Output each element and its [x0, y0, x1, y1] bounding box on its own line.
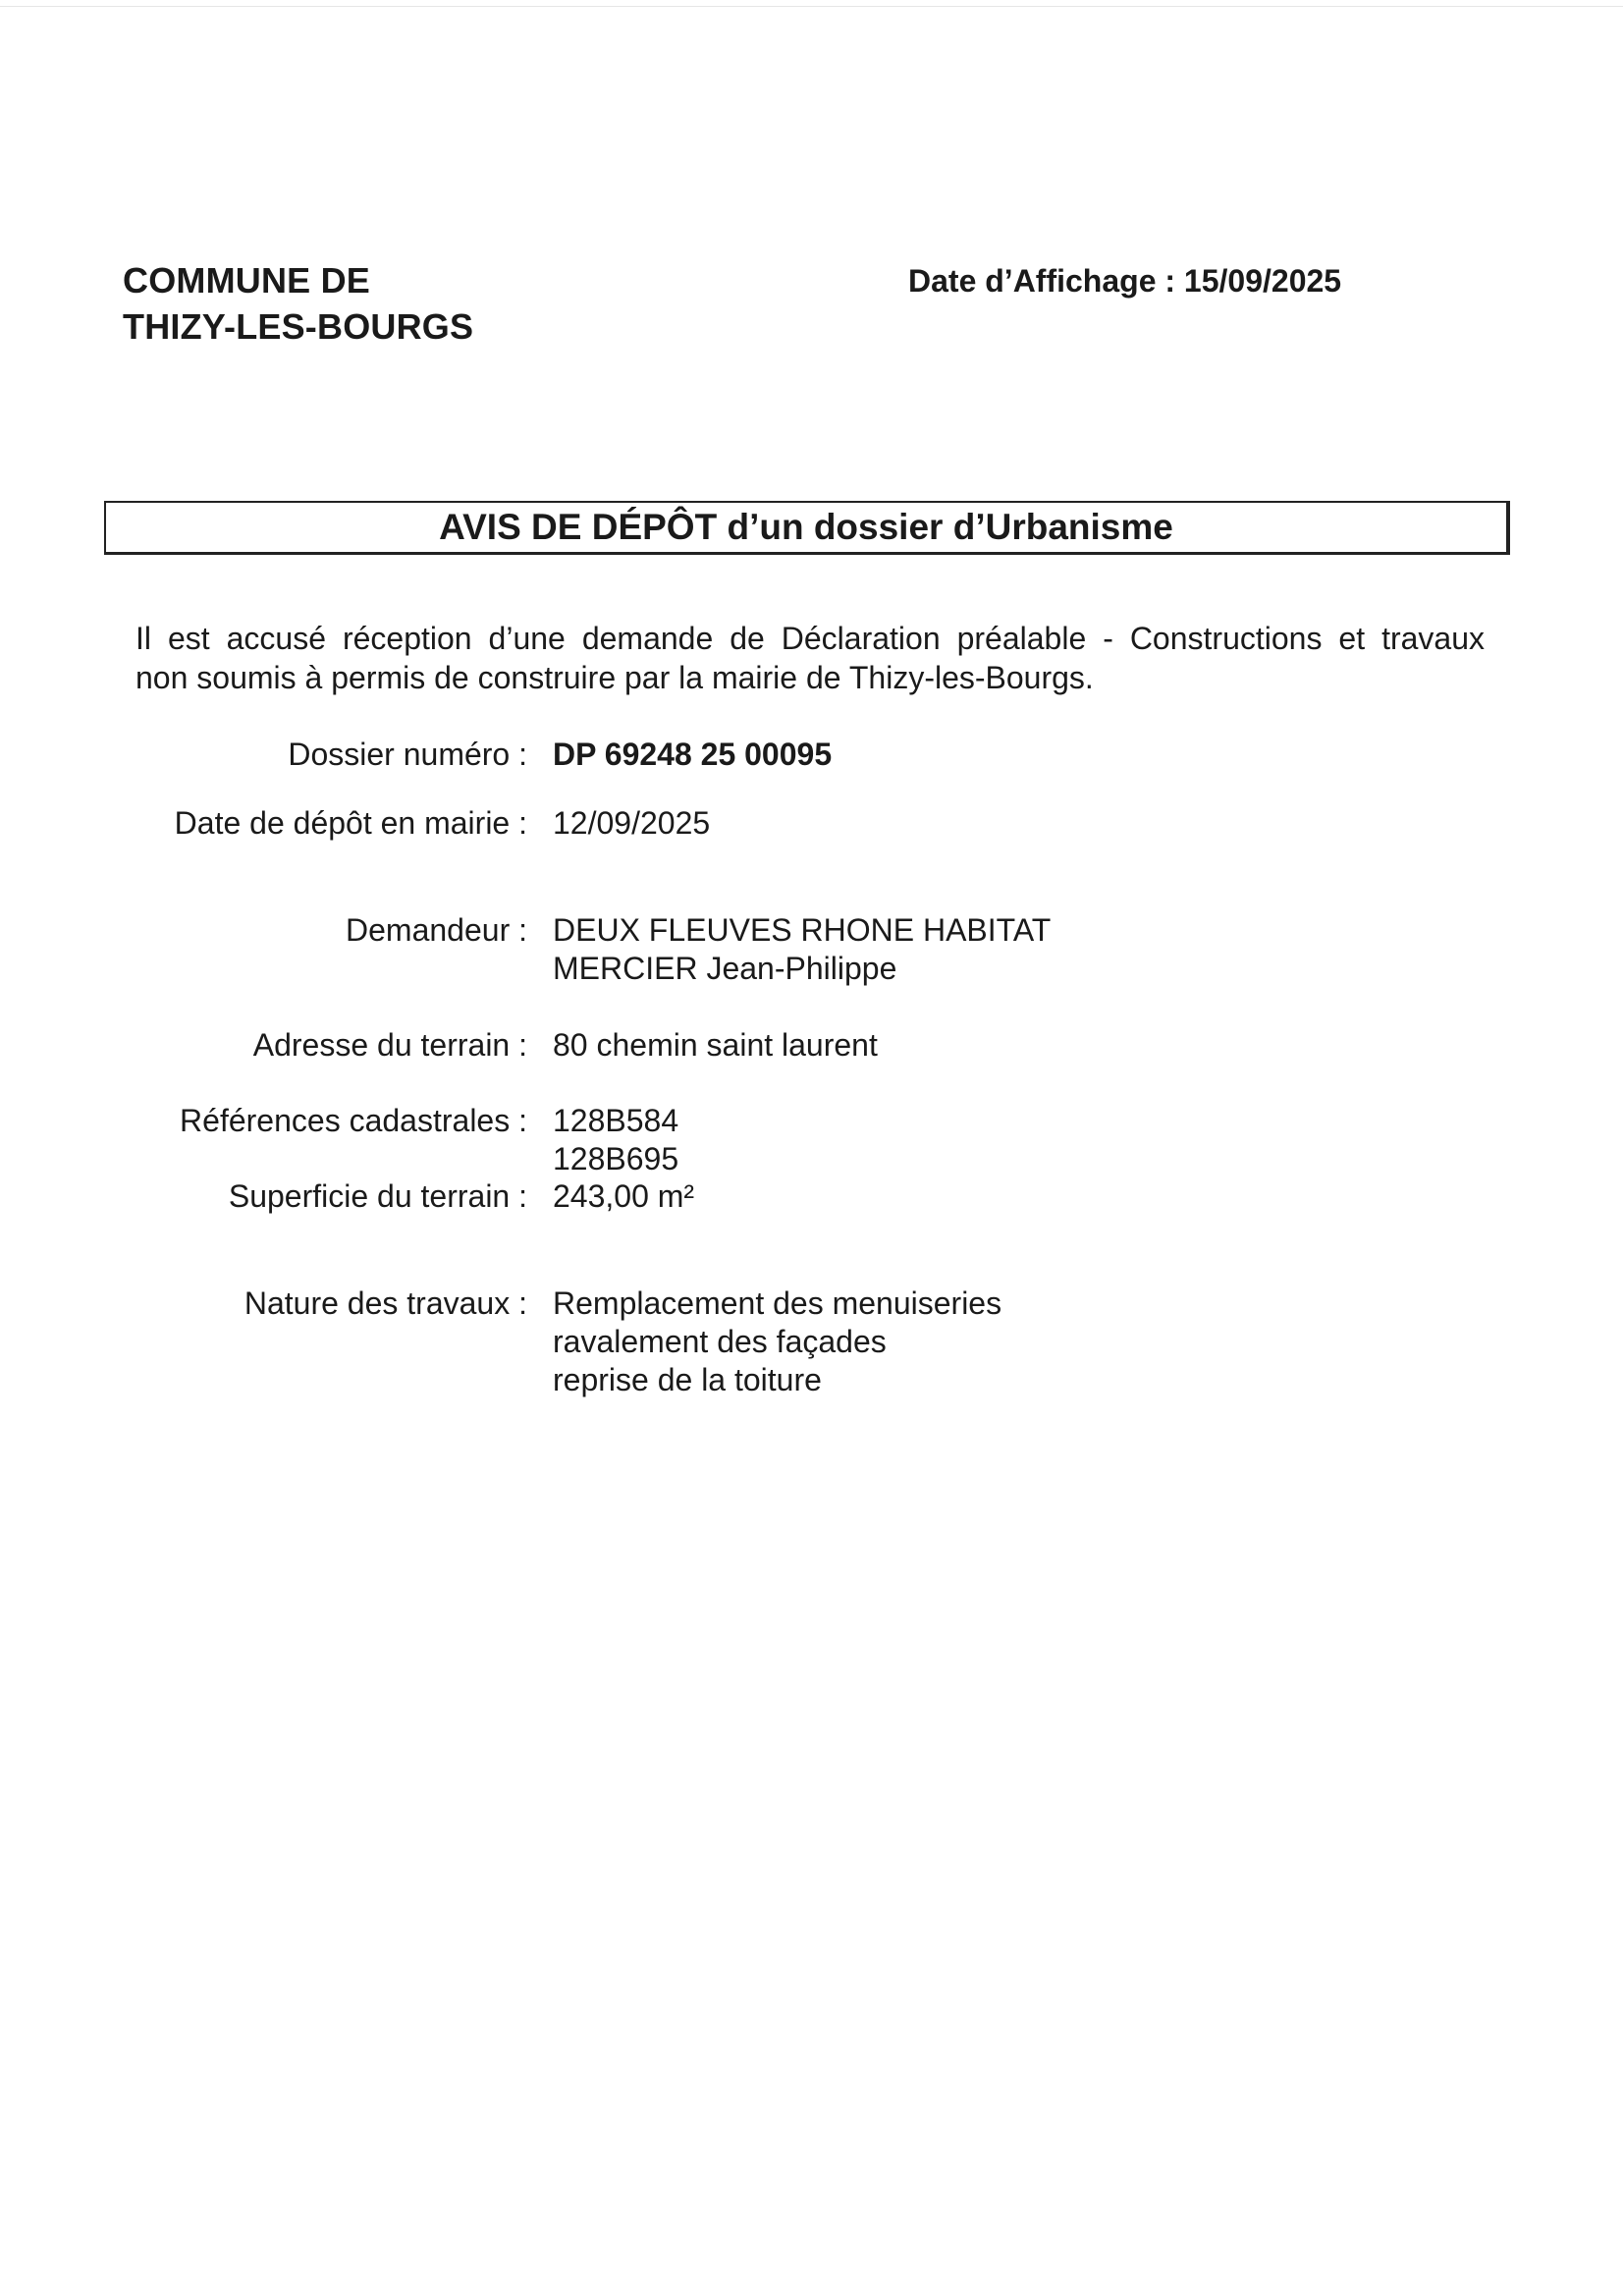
- dossier-label: Dossier numéro :: [288, 737, 527, 772]
- depot-label: Date de dépôt en mairie :: [174, 805, 527, 841]
- superficie-value: 243,00 m²: [553, 1178, 695, 1214]
- nature-value-3: reprise de la toiture: [553, 1362, 822, 1397]
- nature-values: [553, 1285, 1001, 1399]
- nature-value-1: Remplacement des menuiseries: [553, 1285, 1002, 1321]
- demandeur-value-1: DEUX FLEUVES RHONE HABITAT: [553, 912, 1052, 948]
- scan-edge-line: [0, 6, 1623, 7]
- intro-line-2: non soumis à permis de construire par la mairie de Thizy-les-Bourgs.: [135, 660, 1094, 695]
- references-values: [553, 1102, 678, 1178]
- notice-title: AVIS DE DÉPÔT d’un dossier d’Urbanisme: [439, 507, 1173, 547]
- references-label: Références cadastrales :: [180, 1103, 527, 1138]
- reference-value-2: 128B695: [553, 1141, 679, 1176]
- commune-name: [123, 257, 473, 350]
- superficie-label: Superficie du terrain :: [228, 1178, 527, 1214]
- intro-paragraph: [135, 619, 1485, 697]
- intro-line-1: Il est accusé réception d’une demande de Déclaration préalable - Constructions et travaux: [135, 621, 1485, 656]
- commune-line-2: THIZY-LES-BOURGS: [123, 306, 474, 347]
- nature-value-2: ravalement des façades: [553, 1324, 887, 1359]
- display-date: Date d’Affichage : 15/09/2025: [908, 263, 1342, 299]
- adresse-value: 80 chemin saint laurent: [553, 1027, 878, 1063]
- adresse-label: Adresse du terrain :: [252, 1027, 527, 1063]
- demandeur-values: [553, 911, 1051, 988]
- title-box: [104, 501, 1510, 555]
- nature-label: Nature des travaux :: [243, 1285, 527, 1321]
- depot-value: 12/09/2025: [553, 805, 711, 841]
- reference-value-1: 128B584: [553, 1103, 679, 1138]
- dossier-value: DP 69248 25 00095: [553, 737, 833, 772]
- commune-line-1: COMMUNE DE: [123, 260, 370, 301]
- demandeur-value-2: MERCIER Jean-Philippe: [553, 951, 897, 986]
- demandeur-label: Demandeur :: [346, 912, 527, 948]
